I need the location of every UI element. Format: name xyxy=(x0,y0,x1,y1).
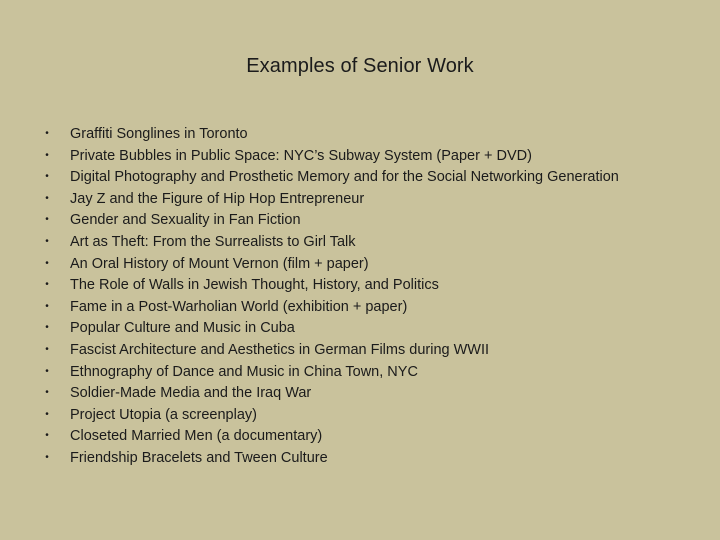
bullet-text: Ethnography of Dance and Music in China Town, NYC xyxy=(70,363,418,380)
bullet-icon: • xyxy=(45,257,49,269)
bullet-item xyxy=(24,320,644,336)
bullet-text: Closeted Married Men (a documentary) xyxy=(70,428,323,445)
bullet-item xyxy=(24,385,644,401)
bullet-item xyxy=(24,428,644,444)
bullet-icon: • xyxy=(45,322,49,334)
bullet-text: Project Utopia (a screenplay) xyxy=(70,406,257,423)
bullet-icon: • xyxy=(45,408,49,420)
bullet-list xyxy=(24,126,644,472)
bullet-icon: • xyxy=(45,171,49,183)
bullet-icon: • xyxy=(45,300,49,312)
bullet-icon: • xyxy=(45,192,49,204)
bullet-item xyxy=(24,299,644,315)
slide-title: Examples of Senior Work xyxy=(246,55,474,77)
bullet-item xyxy=(24,191,644,207)
bullet-item xyxy=(24,342,644,358)
bullet-text: Gender and Sexuality in Fan Fiction xyxy=(70,212,301,229)
bullet-icon: • xyxy=(45,235,49,247)
bullet-text: Art as Theft: From the Surrealists to Girl Talk xyxy=(70,233,356,250)
bullet-icon: • xyxy=(45,387,49,399)
bullet-text: Fascist Architecture and Aesthetics in German Films during WWII xyxy=(70,341,490,358)
bullet-icon: • xyxy=(45,279,49,291)
bullet-item xyxy=(24,277,644,293)
bullet-icon: • xyxy=(45,430,49,442)
bullet-text: Digital Photography and Prosthetic Memory and for the Social Networking Generation xyxy=(70,169,619,186)
bullet-icon: • xyxy=(45,214,49,226)
bullet-item xyxy=(24,169,644,185)
bullet-item xyxy=(24,234,644,250)
bullet-item xyxy=(24,256,644,272)
bullet-icon: • xyxy=(45,365,49,377)
bullet-item xyxy=(24,126,644,142)
bullet-icon: • xyxy=(45,451,49,463)
bullet-icon: • xyxy=(45,343,49,355)
bullet-item xyxy=(24,407,644,423)
bullet-item xyxy=(24,450,644,466)
bullet-text: Friendship Bracelets and Tween Culture xyxy=(70,449,328,466)
bullet-text: Fame in a Post-Warholian World (exhibition + paper) xyxy=(70,298,408,315)
bullet-text: An Oral History of Mount Vernon (film + paper) xyxy=(70,255,369,272)
bullet-text: Jay Z and the Figure of Hip Hop Entrepreneur xyxy=(70,190,365,207)
bullet-text: Soldier-Made Media and the Iraq War xyxy=(70,385,312,402)
bullet-icon: • xyxy=(45,128,49,139)
bullet-item xyxy=(24,364,644,380)
bullet-text: Popular Culture and Music in Cuba xyxy=(70,320,295,337)
bullet-text: Private Bubbles in Public Space: NYC’s Subway System (Paper + DVD) xyxy=(70,147,532,164)
bullet-text: The Role of Walls in Jewish Thought, History, and Politics xyxy=(70,277,439,294)
bullet-item xyxy=(24,148,644,164)
bullet-text: Graffiti Songlines in Toronto xyxy=(70,126,248,142)
bullet-item xyxy=(24,212,644,228)
bullet-icon: • xyxy=(45,149,49,161)
